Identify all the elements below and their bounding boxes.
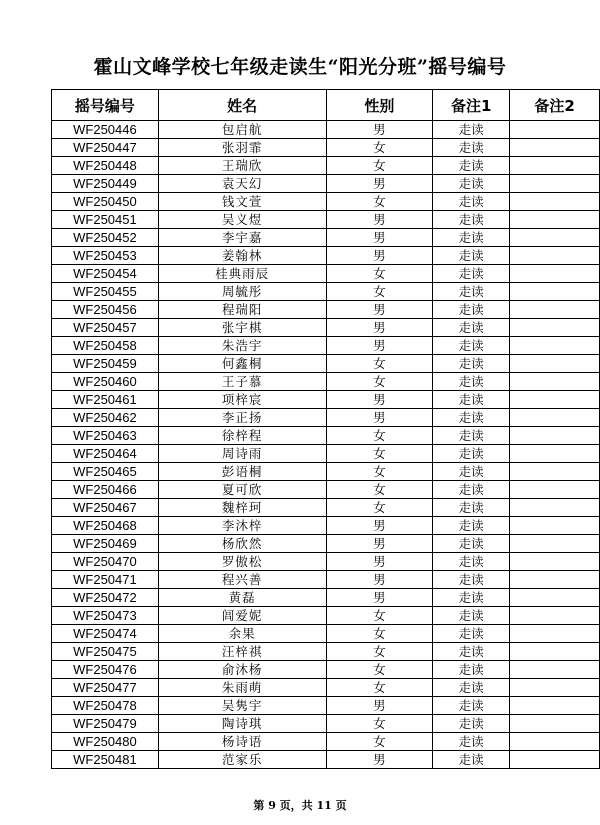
table-row — [52, 607, 600, 625]
cell-gender: 女 — [326, 427, 433, 445]
table-row — [52, 445, 600, 463]
cell-lottery-code: WF250474 — [52, 625, 159, 643]
table-row — [52, 301, 600, 319]
table-row — [52, 391, 600, 409]
table-row — [52, 625, 600, 643]
table-row — [52, 355, 600, 373]
cell-student-name: 何鑫桐 — [158, 355, 326, 373]
cell-student-name: 吴隽宇 — [158, 697, 326, 715]
cell-note2 — [510, 445, 600, 463]
table-header-row — [52, 90, 600, 121]
cell-note1: 走读 — [433, 355, 510, 373]
table-row — [52, 283, 600, 301]
table-row — [52, 715, 600, 733]
table-row — [52, 139, 600, 157]
table-row — [52, 229, 600, 247]
cell-note1: 走读 — [433, 247, 510, 265]
cell-student-name: 黄磊 — [158, 589, 326, 607]
table-body — [52, 121, 600, 769]
cell-student-name: 李正扬 — [158, 409, 326, 427]
cell-note2 — [510, 625, 600, 643]
cell-note1: 走读 — [433, 175, 510, 193]
cell-student-name: 朱雨萌 — [158, 679, 326, 697]
cell-note1: 走读 — [433, 607, 510, 625]
column-header-gender: 性别 — [326, 90, 433, 121]
table-row — [52, 337, 600, 355]
cell-gender: 男 — [326, 553, 433, 571]
table-row — [52, 733, 600, 751]
cell-note1: 走读 — [433, 553, 510, 571]
cell-student-name: 张宇棋 — [158, 319, 326, 337]
cell-note1: 走读 — [433, 193, 510, 211]
cell-note2 — [510, 571, 600, 589]
cell-note2 — [510, 391, 600, 409]
cell-lottery-code: WF250466 — [52, 481, 159, 499]
cell-gender: 女 — [326, 139, 433, 157]
table-row — [52, 481, 600, 499]
roster-table — [51, 89, 600, 769]
cell-student-name: 俞沐杨 — [158, 661, 326, 679]
cell-gender: 男 — [326, 517, 433, 535]
column-header-note1: 备注1 — [433, 90, 510, 121]
cell-note1: 走读 — [433, 481, 510, 499]
cell-lottery-code: WF250478 — [52, 697, 159, 715]
cell-note2 — [510, 463, 600, 481]
page-footer: 第 9 页，共 11 页 — [253, 799, 347, 812]
cell-note1: 走读 — [433, 337, 510, 355]
cell-note1: 走读 — [433, 589, 510, 607]
cell-note2 — [510, 229, 600, 247]
cell-gender: 女 — [326, 625, 433, 643]
cell-note2 — [510, 661, 600, 679]
cell-note1: 走读 — [433, 517, 510, 535]
cell-lottery-code: WF250453 — [52, 247, 159, 265]
cell-lottery-code: WF250454 — [52, 265, 159, 283]
cell-note2 — [510, 499, 600, 517]
cell-student-name: 彭语桐 — [158, 463, 326, 481]
cell-note2 — [510, 427, 600, 445]
cell-lottery-code: WF250449 — [52, 175, 159, 193]
cell-note1: 走读 — [433, 733, 510, 751]
cell-note2 — [510, 715, 600, 733]
cell-lottery-code: WF250464 — [52, 445, 159, 463]
cell-lottery-code: WF250455 — [52, 283, 159, 301]
table-row — [52, 697, 600, 715]
cell-note2 — [510, 319, 600, 337]
table-row — [52, 211, 600, 229]
cell-lottery-code: WF250447 — [52, 139, 159, 157]
cell-lottery-code: WF250471 — [52, 571, 159, 589]
cell-student-name: 魏梓珂 — [158, 499, 326, 517]
table-row — [52, 409, 600, 427]
cell-note2 — [510, 535, 600, 553]
cell-note1: 走读 — [433, 409, 510, 427]
cell-note1: 走读 — [433, 697, 510, 715]
cell-note1: 走读 — [433, 571, 510, 589]
cell-student-name: 陶诗琪 — [158, 715, 326, 733]
cell-note2 — [510, 517, 600, 535]
cell-gender: 女 — [326, 481, 433, 499]
table-row — [52, 499, 600, 517]
cell-student-name: 程瑞阳 — [158, 301, 326, 319]
cell-gender: 男 — [326, 751, 433, 769]
cell-lottery-code: WF250472 — [52, 589, 159, 607]
cell-lottery-code: WF250446 — [52, 121, 159, 139]
table-row — [52, 463, 600, 481]
column-header-name: 姓名 — [158, 90, 326, 121]
cell-student-name: 徐梓程 — [158, 427, 326, 445]
cell-gender: 男 — [326, 391, 433, 409]
cell-note1: 走读 — [433, 301, 510, 319]
table-row — [52, 517, 600, 535]
table-row — [52, 571, 600, 589]
cell-note1: 走读 — [433, 751, 510, 769]
cell-gender: 女 — [326, 499, 433, 517]
cell-note2 — [510, 211, 600, 229]
cell-gender: 男 — [326, 175, 433, 193]
cell-gender: 女 — [326, 463, 433, 481]
cell-student-name: 袁天幻 — [158, 175, 326, 193]
cell-gender: 女 — [326, 193, 433, 211]
cell-lottery-code: WF250461 — [52, 391, 159, 409]
cell-note2 — [510, 643, 600, 661]
cell-note2 — [510, 481, 600, 499]
cell-lottery-code: WF250473 — [52, 607, 159, 625]
cell-note1: 走读 — [433, 661, 510, 679]
cell-gender: 女 — [326, 715, 433, 733]
table-row — [52, 175, 600, 193]
cell-student-name: 周诗雨 — [158, 445, 326, 463]
cell-lottery-code: WF250467 — [52, 499, 159, 517]
cell-student-name: 吴义煜 — [158, 211, 326, 229]
cell-note2 — [510, 589, 600, 607]
cell-student-name: 包启航 — [158, 121, 326, 139]
table-row — [52, 157, 600, 175]
cell-lottery-code: WF250456 — [52, 301, 159, 319]
cell-lottery-code: WF250457 — [52, 319, 159, 337]
cell-note1: 走读 — [433, 373, 510, 391]
cell-lottery-code: WF250465 — [52, 463, 159, 481]
cell-gender: 男 — [326, 229, 433, 247]
cell-note2 — [510, 247, 600, 265]
cell-note2 — [510, 409, 600, 427]
cell-note1: 走读 — [433, 427, 510, 445]
page-title: 霍山文峰学校七年级走读生“阳光分班”摇号编号 — [93, 56, 507, 78]
cell-note1: 走读 — [433, 157, 510, 175]
cell-student-name: 汪梓祺 — [158, 643, 326, 661]
cell-student-name: 王瑞欣 — [158, 157, 326, 175]
table-row — [52, 193, 600, 211]
cell-lottery-code: WF250469 — [52, 535, 159, 553]
cell-gender: 男 — [326, 409, 433, 427]
cell-note1: 走读 — [433, 139, 510, 157]
cell-lottery-code: WF250459 — [52, 355, 159, 373]
cell-note1: 走读 — [433, 229, 510, 247]
table-row — [52, 751, 600, 769]
cell-note2 — [510, 733, 600, 751]
table-row — [52, 535, 600, 553]
cell-note1: 走读 — [433, 643, 510, 661]
cell-student-name: 李沐梓 — [158, 517, 326, 535]
cell-lottery-code: WF250481 — [52, 751, 159, 769]
cell-lottery-code: WF250468 — [52, 517, 159, 535]
cell-gender: 女 — [326, 607, 433, 625]
cell-gender: 女 — [326, 643, 433, 661]
table-row — [52, 373, 600, 391]
cell-gender: 男 — [326, 319, 433, 337]
cell-gender: 女 — [326, 355, 433, 373]
cell-note2 — [510, 697, 600, 715]
cell-gender: 女 — [326, 373, 433, 391]
table-row — [52, 427, 600, 445]
table-row — [52, 121, 600, 139]
cell-lottery-code: WF250470 — [52, 553, 159, 571]
cell-note2 — [510, 175, 600, 193]
cell-note2 — [510, 751, 600, 769]
cell-gender: 男 — [326, 247, 433, 265]
cell-note2 — [510, 301, 600, 319]
cell-note1: 走读 — [433, 463, 510, 481]
cell-gender: 女 — [326, 661, 433, 679]
cell-student-name: 王子慕 — [158, 373, 326, 391]
cell-student-name: 杨诗语 — [158, 733, 326, 751]
cell-lottery-code: WF250452 — [52, 229, 159, 247]
cell-note2 — [510, 265, 600, 283]
cell-note1: 走读 — [433, 121, 510, 139]
cell-student-name: 余果 — [158, 625, 326, 643]
cell-student-name: 姜翰林 — [158, 247, 326, 265]
cell-note1: 走读 — [433, 445, 510, 463]
cell-note1: 走读 — [433, 283, 510, 301]
table-row — [52, 589, 600, 607]
cell-gender: 男 — [326, 211, 433, 229]
cell-note1: 走读 — [433, 679, 510, 697]
table-row — [52, 553, 600, 571]
cell-note2 — [510, 193, 600, 211]
cell-lottery-code: WF250477 — [52, 679, 159, 697]
cell-gender: 男 — [326, 589, 433, 607]
table-row — [52, 265, 600, 283]
cell-note2 — [510, 139, 600, 157]
cell-note2 — [510, 607, 600, 625]
table-row — [52, 643, 600, 661]
cell-gender: 男 — [326, 337, 433, 355]
column-header-code: 摇号编号 — [52, 90, 159, 121]
table-row — [52, 247, 600, 265]
cell-student-name: 项梓宸 — [158, 391, 326, 409]
cell-student-name: 程兴善 — [158, 571, 326, 589]
cell-gender: 女 — [326, 679, 433, 697]
cell-student-name: 闾爱妮 — [158, 607, 326, 625]
cell-lottery-code: WF250475 — [52, 643, 159, 661]
cell-student-name: 李宇嘉 — [158, 229, 326, 247]
cell-student-name: 桂典雨辰 — [158, 265, 326, 283]
cell-lottery-code: WF250479 — [52, 715, 159, 733]
cell-note2 — [510, 337, 600, 355]
cell-student-name: 钱文萱 — [158, 193, 326, 211]
cell-note1: 走读 — [433, 499, 510, 517]
cell-lottery-code: WF250451 — [52, 211, 159, 229]
cell-lottery-code: WF250476 — [52, 661, 159, 679]
cell-student-name: 周毓彤 — [158, 283, 326, 301]
cell-note2 — [510, 679, 600, 697]
cell-note1: 走读 — [433, 265, 510, 283]
cell-note1: 走读 — [433, 319, 510, 337]
cell-lottery-code: WF250480 — [52, 733, 159, 751]
cell-gender: 男 — [326, 697, 433, 715]
cell-note2 — [510, 553, 600, 571]
cell-gender: 男 — [326, 121, 433, 139]
cell-gender: 女 — [326, 445, 433, 463]
cell-lottery-code: WF250463 — [52, 427, 159, 445]
cell-gender: 女 — [326, 283, 433, 301]
cell-student-name: 杨欣然 — [158, 535, 326, 553]
cell-note1: 走读 — [433, 535, 510, 553]
table-row — [52, 661, 600, 679]
cell-note2 — [510, 373, 600, 391]
cell-student-name: 罗傲松 — [158, 553, 326, 571]
cell-student-name: 张羽霏 — [158, 139, 326, 157]
table-row — [52, 679, 600, 697]
cell-lottery-code: WF250450 — [52, 193, 159, 211]
cell-note1: 走读 — [433, 211, 510, 229]
cell-note2 — [510, 121, 600, 139]
cell-lottery-code: WF250460 — [52, 373, 159, 391]
cell-lottery-code: WF250458 — [52, 337, 159, 355]
table-row — [52, 319, 600, 337]
cell-note1: 走读 — [433, 715, 510, 733]
cell-gender: 女 — [326, 733, 433, 751]
cell-lottery-code: WF250448 — [52, 157, 159, 175]
cell-note1: 走读 — [433, 391, 510, 409]
cell-student-name: 范家乐 — [158, 751, 326, 769]
cell-gender: 男 — [326, 571, 433, 589]
cell-note2 — [510, 355, 600, 373]
column-header-note2: 备注2 — [510, 90, 600, 121]
cell-gender: 女 — [326, 157, 433, 175]
cell-note1: 走读 — [433, 625, 510, 643]
cell-gender: 男 — [326, 535, 433, 553]
cell-note2 — [510, 283, 600, 301]
cell-gender: 女 — [326, 265, 433, 283]
cell-student-name: 夏可欣 — [158, 481, 326, 499]
cell-student-name: 朱浩宇 — [158, 337, 326, 355]
cell-gender: 男 — [326, 301, 433, 319]
cell-lottery-code: WF250462 — [52, 409, 159, 427]
cell-note2 — [510, 157, 600, 175]
